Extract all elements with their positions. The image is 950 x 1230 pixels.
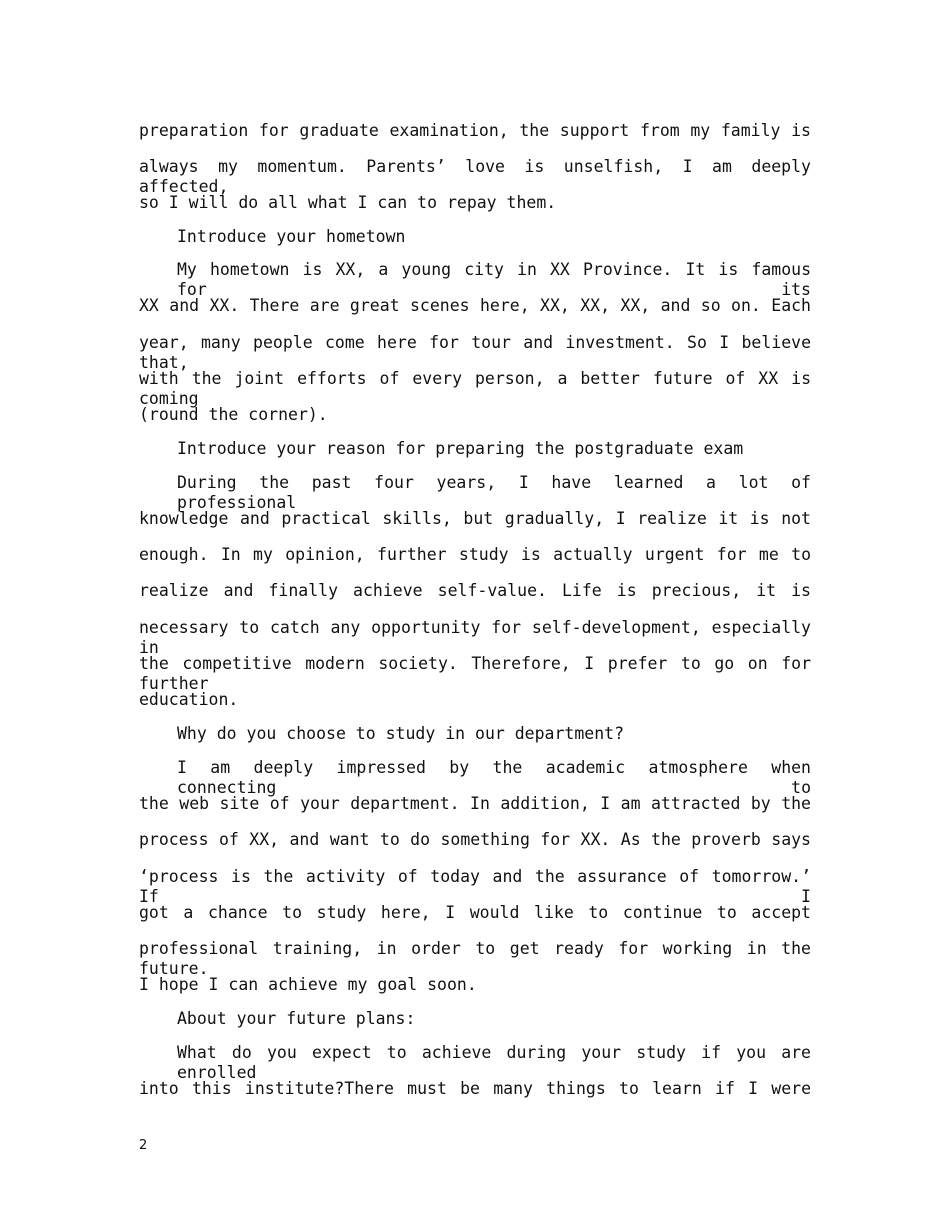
- body-text-line: professional training, in order to get ready for working in the future.: [139, 939, 811, 978]
- body-text-line: got a chance to study here, I would like to continue to accept: [139, 903, 811, 922]
- body-text-line: During the past four years, I have learned a lot of professional: [177, 473, 811, 512]
- body-text-line: with the joint efforts of every person, a better future of XX is coming: [139, 369, 811, 408]
- body-text-line: the web site of your department. In addition, I am attracted by the: [139, 794, 811, 813]
- body-text-line: knowledge and practical skills, but gradually, I realize it is not: [139, 509, 811, 528]
- body-text-line: (round the corner).: [139, 405, 328, 424]
- body-text-line: always my momentum. Parents’ love is unselfish, I am deeply affected,: [139, 157, 811, 196]
- body-text-line: the competitive modern society. Therefore, I prefer to go on for further: [139, 654, 811, 693]
- body-text-line: What do you expect to achieve during your study if you are enrolled: [177, 1043, 811, 1082]
- section-heading: Introduce your hometown: [177, 227, 406, 246]
- page-number: 2: [139, 1138, 148, 1153]
- body-text-line: I hope I can achieve my goal soon.: [139, 975, 477, 994]
- body-text-line: My hometown is XX, a young city in XX Province. It is famous for its: [177, 260, 811, 299]
- section-heading: About your future plans:: [177, 1009, 416, 1028]
- section-heading: Why do you choose to study in our department?: [177, 724, 625, 743]
- body-text-line: realize and finally achieve self-value. Life is precious, it is: [139, 581, 811, 600]
- body-text-line: preparation for graduate examination, the support from my family is: [139, 121, 811, 140]
- body-text-line: process of XX, and want to do something for XX. As the proverb says: [139, 830, 811, 849]
- body-text-line: year, many people come here for tour and investment. So I believe that,: [139, 333, 811, 372]
- body-text-line: necessary to catch any opportunity for self-development, especially in: [139, 618, 811, 657]
- section-heading: Introduce your reason for preparing the postgraduate exam: [177, 439, 744, 458]
- body-text-line: education.: [139, 690, 239, 709]
- body-text-line: I am deeply impressed by the academic atmosphere when connecting to: [177, 758, 811, 797]
- body-text-line: enough. In my opinion, further study is actually urgent for me to: [139, 545, 811, 564]
- body-text-line: so I will do all what I can to repay them.: [139, 193, 557, 212]
- body-text-line: ‘process is the activity of today and the assurance of tomorrow.’ If I: [139, 867, 811, 906]
- body-text-line: into this institute?There must be many things to learn if I were: [139, 1079, 811, 1098]
- body-text-line: XX and XX. There are great scenes here, XX, XX, XX, and so on. Each: [139, 296, 811, 315]
